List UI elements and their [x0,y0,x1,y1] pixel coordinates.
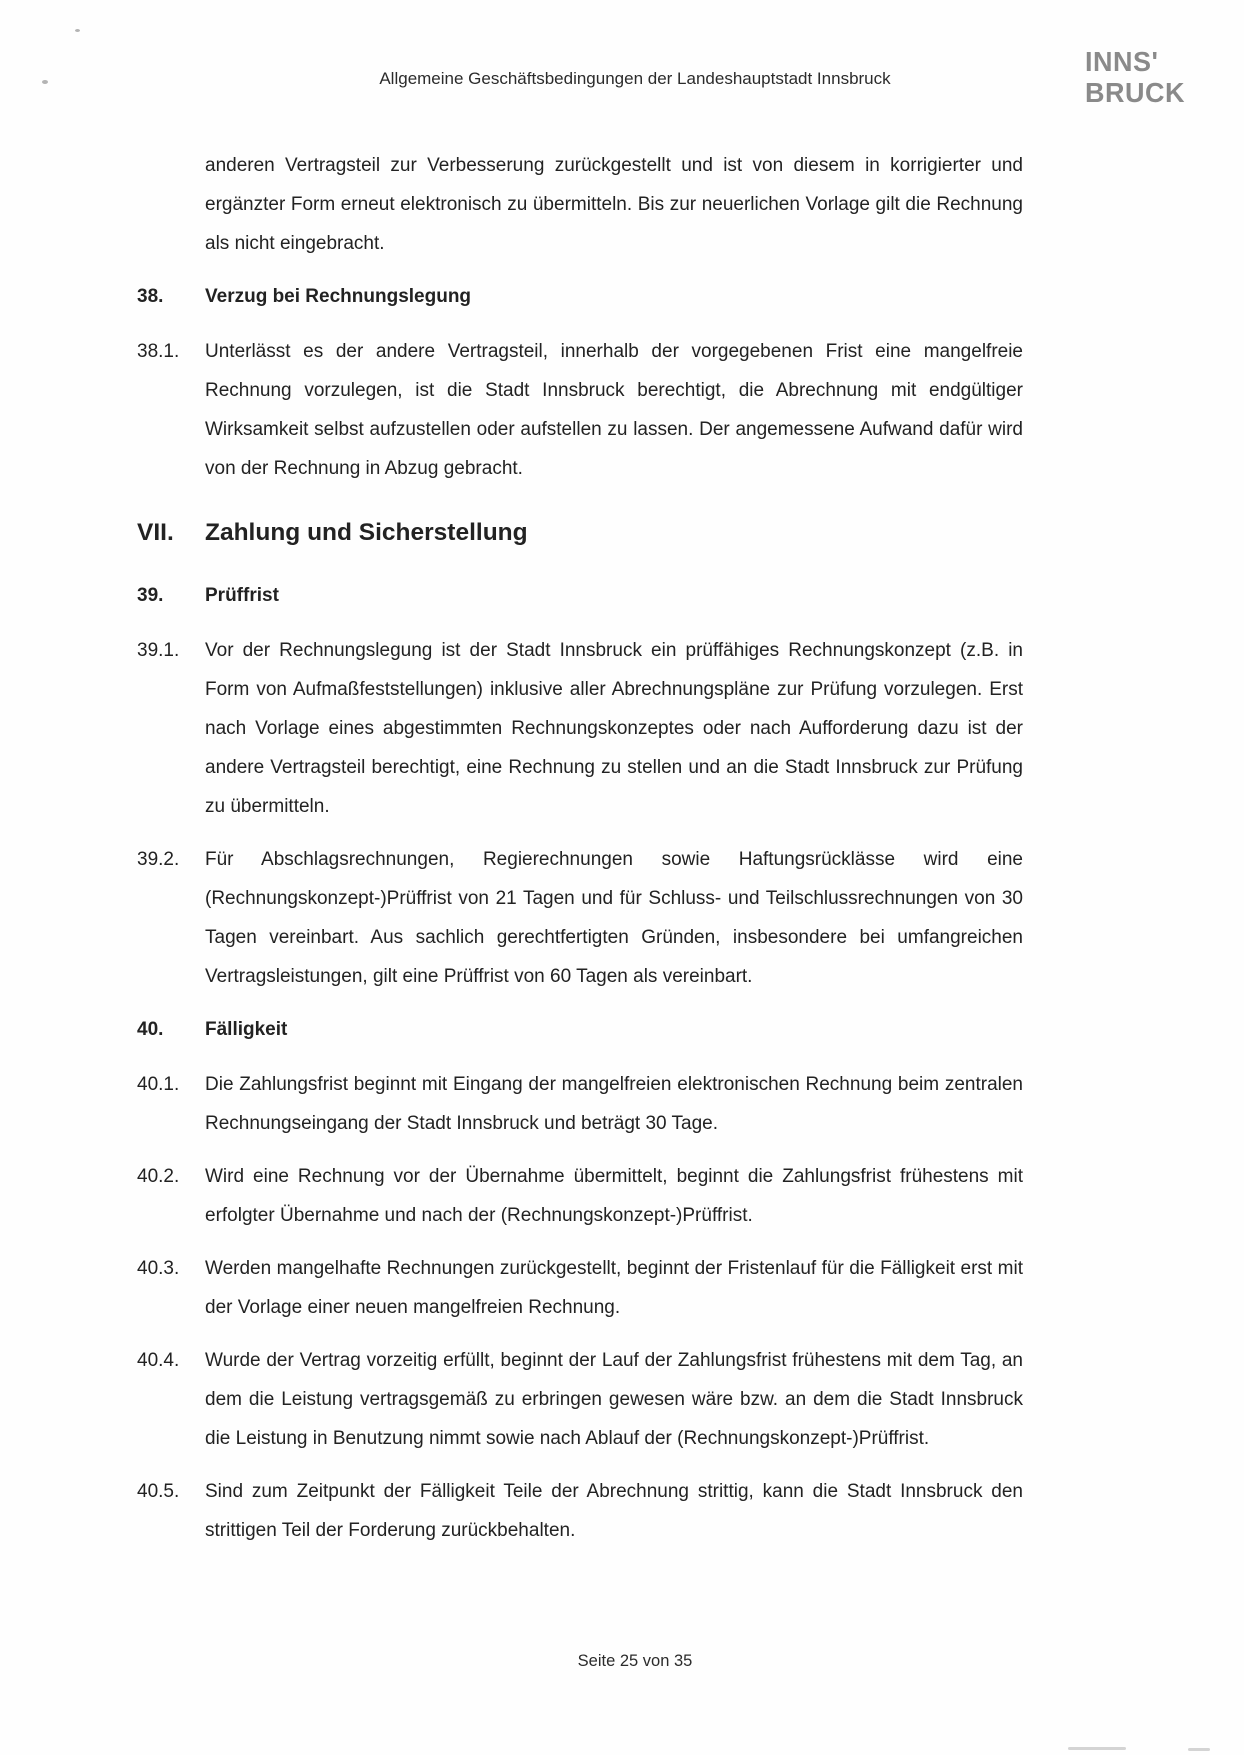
section-paragraph [137,332,1023,488]
scan-artifact [75,29,80,32]
section-paragraph [137,1065,1023,1143]
section-paragraph [137,1157,1023,1235]
section-number: VII. [137,519,174,546]
logo-line-1: INNS' [1085,46,1159,78]
section-number: 39.2. [137,849,180,870]
section-text: Wurde der Vertrag vorzeitig erfüllt, beginnt der Lauf der Zahlungsfrist frühestens mit dem Tag, an dem die Leistung vertragsgemäß zu erbringen gewesen wäre bzw. an dem die Stadt Innsbruck die Leistung in Benutzung nimmt sowie nach Ablauf der (Rechnungskonzept-)Prüffrist. [205,1350,1023,1449]
section-number: 40.2. [137,1166,180,1187]
section-heading [137,576,1023,615]
document-header-title: Allgemeine Geschäftsbedingungen der Landeshauptstadt Innsbruck [379,69,891,88]
section-number [137,146,205,263]
section-paragraph [137,146,1023,263]
section-text: Werden mangelhafte Rechnungen zurückgestellt, beginnt der Fristenlauf für die Fälligkeit erst mit der Vorlage einer neuen mangelfreien Rechnung. [205,1258,1023,1318]
scan-artifact [1188,1748,1210,1751]
section-text: Wird eine Rechnung vor der Übernahme übermittelt, beginnt die Zahlungsfrist frühestens mit erfolgter Übernahme und nach der (Rechnungskonzept-)Prüffrist. [205,1166,1023,1226]
section-text: Fälligkeit [205,1019,288,1040]
logo-line-2: BRUCK [1085,77,1185,109]
page-number-label: Seite 25 von 35 [577,1652,693,1670]
section-number: 40.5. [137,1481,180,1502]
section-paragraph [137,631,1023,826]
section-text: Vor der Rechnungslegung ist der Stadt Innsbruck ein prüffähiges Rechnungskonzept (z.B. in Form von Aufmaßfeststellungen) inklusive aller Abrechnungspläne zur Prüfung vorzulegen. Erst nach Vorlage eines abgestimmten Rechnungskonzeptes oder nach Aufforderung dazu ist der andere Vertragsteil berechtigt, eine Rechnung zu stellen und an die Stadt Innsbruck zur Prüfung zu übermitteln. [205,640,1023,817]
section-text: anderen Vertragsteil zur Verbesserung zurückgestellt und ist von diesem in korrigierter und ergänzter Form erneut elektronisch zu übermitteln. Bis zur neuerlichen Vorlage gilt die Rechnung als nicht eingebracht. [205,155,1023,254]
innsbruck-logo [1085,46,1185,108]
section-heading [137,277,1023,316]
section-number: 40. [137,1019,164,1040]
section-text: Zahlung und Sicherstellung [205,519,528,546]
chapter-heading [137,516,1023,550]
section-number: 38. [137,286,164,307]
document-content [137,146,1023,1564]
section-number: 40.3. [137,1258,180,1279]
section-text: Prüffrist [205,585,279,606]
section-heading [137,1010,1023,1049]
section-number: 39.1. [137,640,180,661]
section-text: Für Abschlagsrechnungen, Regierechnungen sowie Haftungsrücklässe wird eine (Rechnungskonzept-)Prüffrist von 21 Tagen und für Schluss- und Teilschlussrechnungen von 30 Tagen vereinbart. Aus sachlich gerechtfertigten Gründen, insbesondere bei umfangreichen Vertragsleistungen, gilt eine Prüffrist von 60 Tagen als vereinbart. [205,849,1023,987]
section-text: Sind zum Zeitpunkt der Fälligkeit Teile der Abrechnung strittig, kann die Stadt Innsbruck den strittigen Teil der Forderung zurückbehalten. [205,1481,1023,1541]
section-number: 40.1. [137,1074,180,1095]
scan-artifact [42,80,48,84]
section-text: Die Zahlungsfrist beginnt mit Eingang der mangelfreien elektronischen Rechnung beim zentralen Rechnungseingang der Stadt Innsbruck und beträgt 30 Tage. [205,1074,1023,1134]
section-text: Verzug bei Rechnungslegung [205,286,472,307]
section-text: Unterlässt es der andere Vertragsteil, innerhalb der vorgegebenen Frist eine mangelfreie Rechnung vorzulegen, ist die Stadt Innsbruck berechtigt, die Abrechnung mit endgültiger Wirksamkeit selbst aufzustellen oder aufstellen zu lassen. Der angemessene Aufwand dafür wird von der Rechnung in Abzug gebracht. [205,341,1023,479]
section-number: 39. [137,585,164,606]
section-paragraph [137,1249,1023,1327]
section-paragraph [137,840,1023,996]
scan-artifact [1068,1747,1126,1750]
section-number: 38.1. [137,341,180,362]
section-paragraph [137,1472,1023,1550]
section-paragraph [137,1341,1023,1458]
section-number: 40.4. [137,1350,180,1371]
